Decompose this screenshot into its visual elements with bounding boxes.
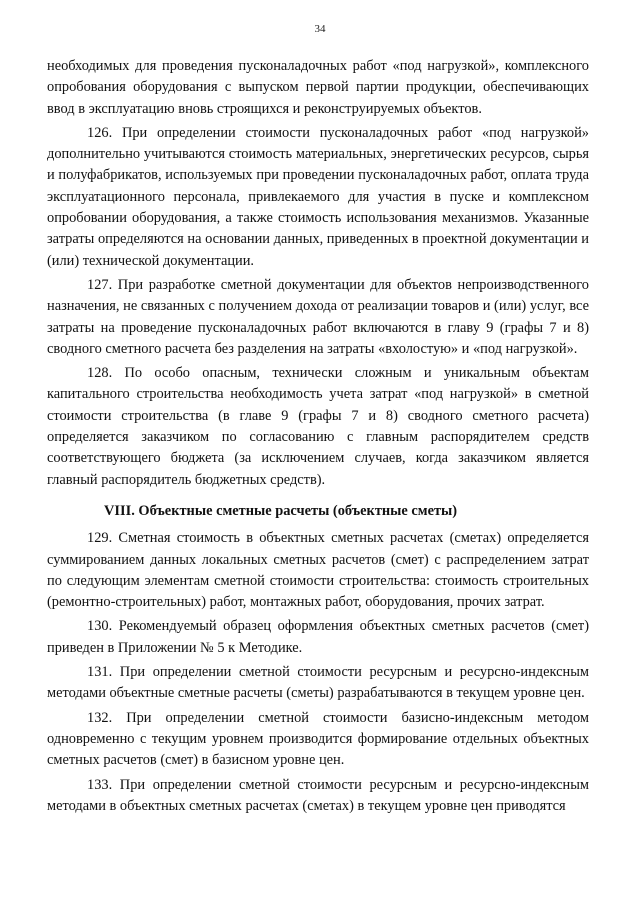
paragraph-126: 126. При определении стоимости пусконаладочных работ «под нагрузкой» дополнительно учитываются стоимость материальных, энергетических ресурсов, сырья и полуфабрикатов, используемых при проведении пусконаладочных работ, оплата труда эксплуатационного персонала, привлекаемого для участия в пуске и комплексном опробовании оборудования, а также стоимость использования механизмов. Указанные затраты определяются на основании данных, приведенных в проектной документации и (или) технической документации. (47, 124, 589, 269)
paragraph-128: 128. По особо опасным, технически сложным и уникальным объектам капитального строительства необходимость учета затрат «под нагрузкой» в сметной стоимости строительства (в главе 9 (графы 7 и 8) сводного сметного расчета) определяется заказчиком по согласованию с главным распорядителем средств соответствующего бюджета (за исключением случаев, когда заказчиком является главный распорядитель бюджетных средств). (47, 365, 589, 488)
paragraph-continuation: необходимых для проведения пусконаладочных работ «под нагрузкой», комплексного опробования оборудования с выпуском первой партии продукции, обеспечивающих ввод в эксплуатацию вновь строящихся и реконструируемых объектов. (47, 58, 589, 117)
paragraph-131: 131. При определении сметной стоимости ресурсным и ресурсно-индексным методами объектные сметные расчеты (сметы) разрабатываются в текущем уровне цен. (47, 664, 589, 702)
section-heading: VIII. Объектные сметные расчеты (объектные сметы) (104, 502, 458, 519)
paragraph-132: 132. При определении сметной стоимости базисно-индексным методом одновременно с текущим уровнем производится формирование отдельных объектных сметных расчетов (смет) в базисном уровне цен. (47, 709, 589, 769)
paragraph-127: 127. При разработке сметной документации для объектов непроизводственного назначения, не связанных с получением дохода от реализации товаров и (или) услуг, все затраты на проведение пусконаладочных работ включаются в главу 9 (графы 7 и 8) сводного сметного расчета без разделения на затраты «вхолостую» и «под нагрузкой». (47, 276, 589, 357)
page-number: 34 (314, 23, 326, 35)
document-body (47, 56, 589, 817)
paragraph-129: 129. Сметная стоимость в объектных сметных расчетах (сметах) определяется суммированием данных локальных сметных расчетов (смет) с распределением затрат по следующим элементам сметной стоимости строительства: стоимость строительных (ремонтно-строительных) работ, монтажных работ, оборудования, прочих затрат. (47, 530, 589, 611)
paragraph-130: 130. Рекомендуемый образец оформления объектных сметных расчетов (смет) приведен в Приложении № 5 к Методике. (47, 618, 589, 656)
paragraph-133: 133. При определении сметной стоимости ресурсным и ресурсно-индексным методами в объектных сметных расчетах (сметах) в текущем уровне цен приводятся (47, 776, 589, 814)
